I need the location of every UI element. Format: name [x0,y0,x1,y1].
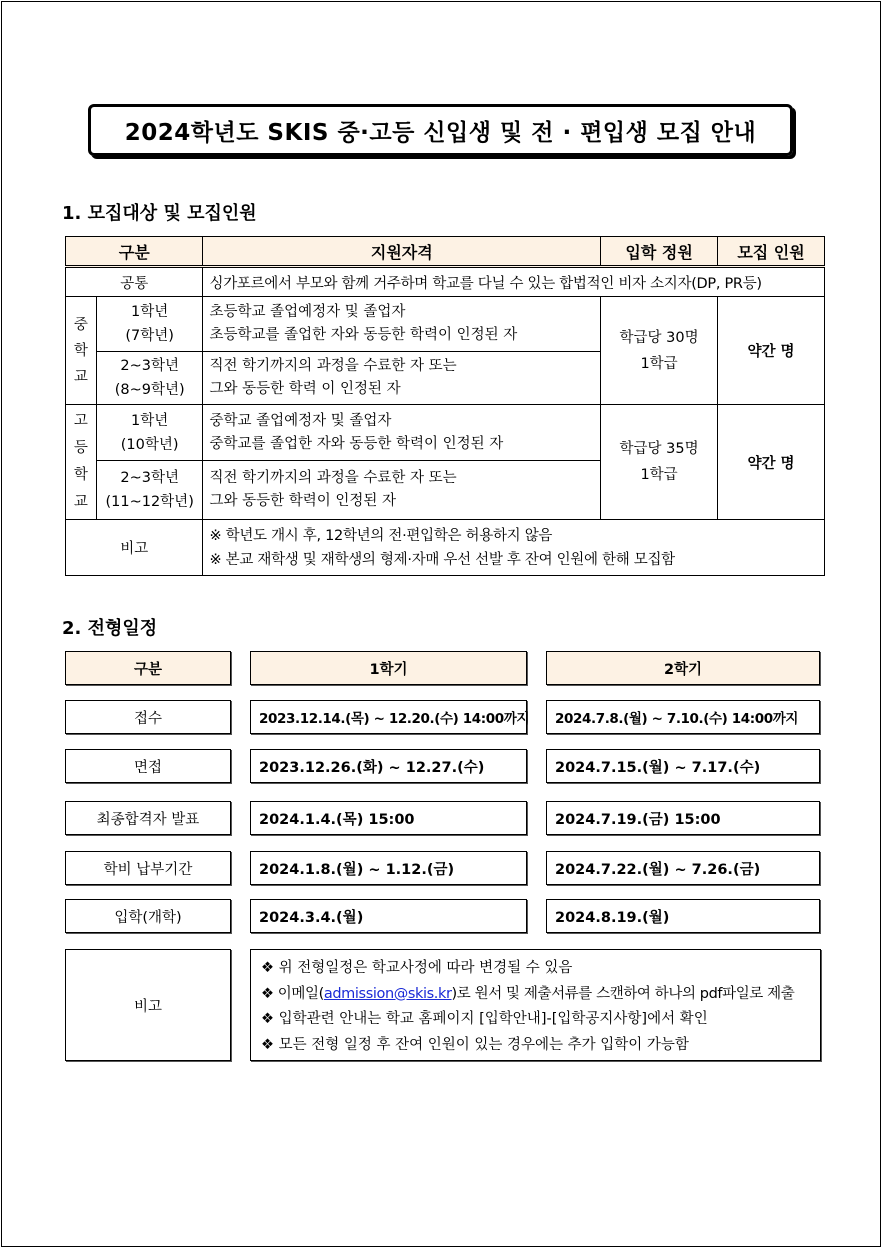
high-school-label [66,405,97,520]
middle-quota [601,297,718,405]
grade-line: (8~9학년) [114,382,185,398]
table-header-row [66,237,825,267]
note-line-2 [261,982,820,1008]
middle-school-label [66,297,97,405]
quota-line: 학급당 30명 [619,329,699,346]
schedule-header-sem1: 1학기 [250,651,527,685]
note-email-prefix: ❖ 이메일( [261,985,324,1002]
schedule-sem1-tuition: 2024.1.8.(월) ~ 1.12.(금) [250,851,527,885]
grade-line: 2~3학년 [120,470,179,486]
header-category: 구분 [66,237,203,267]
req-line: 초등학교를 졸업한 자와 동등한 학력이 인정된 자 [209,327,518,343]
label-char: 교 [73,368,88,385]
label-char: 등 [73,440,88,456]
schedule-sem2-admission: 2024.8.19.(월) [546,899,820,933]
quota-line: 1학급 [640,355,678,372]
note-line-4: ❖ 모든 전형 일정 후 잔여 인원이 있는 경우에는 추가 입학이 가능함 [261,1036,689,1053]
remark-line: ※ 본교 재학생 및 재학생의 형제·자매 우선 선발 후 잔여 인원에 한해 모집함 [209,551,675,568]
label-char: 학 [73,467,88,483]
schedule-sem1-application: 2023.12.14.(목) ~ 12.20.(수) 14:00까지 [250,700,527,734]
req-line: 직전 학기까지의 과정을 수료한 자 또는 [209,470,457,486]
grade-line: (7학년) [125,328,174,344]
req-line: 중학교 졸업예정자 및 졸업자 [209,412,392,429]
remark-line: ※ 학년도 개시 후, 12학년의 전·편입학은 허용하지 않음 [209,527,553,544]
schedule-sem2-tuition: 2024.7.22.(월) ~ 7.26.(금) [546,851,820,885]
high-grade23-label [96,461,203,520]
section2-heading: 2. 전형일정 [62,618,158,639]
page-title-text: 2024학년도 SKIS 중·고등 신입생 및 전 · 편입생 모집 안내 [124,119,757,146]
schedule-label-application: 접수 [65,700,231,734]
req-line: 중학교를 졸업한 자와 동등한 학력이 인정된 자 [209,435,504,452]
header-recruit: 모집 인원 [718,237,825,267]
common-text: 싱가포르에서 부모와 함께 거주하며 학교를 다닐 수 있는 합법적인 비자 소지자(DP, PR등) [203,267,825,297]
section1-heading: 1. 모집대상 및 모집인원 [62,203,257,224]
schedule-remark-notes [250,949,821,1061]
schedule-header-sem2: 2학기 [546,651,820,685]
grade-line: 1학년 [131,412,169,429]
schedule-label-interview: 면접 [65,749,231,783]
label-char: 학 [73,342,88,359]
schedule-sem2-interview: 2024.7.15.(월) ~ 7.17.(수) [546,749,820,783]
common-row [66,267,825,297]
recruitment-table [65,236,825,576]
middle-grade23-label [96,352,203,405]
middle-grade23-req [203,352,601,405]
req-line: 그와 동등한 학력 이 인정된 자 [209,381,401,397]
req-line: 그와 동등한 학력이 인정된 자 [209,493,397,509]
schedule-sem1-interview: 2023.12.26.(화) ~ 12.27.(수) [250,749,527,783]
high-quota [601,405,718,520]
req-line: 직전 학기까지의 과정을 수료한 자 또는 [209,358,457,374]
note-email-suffix: )로 원서 및 제출서류를 스캔하여 하나의 pdf파일로 제출 [451,985,795,1002]
remark-label: 비고 [66,520,203,576]
high-grade1-req [203,405,601,461]
req-line: 초등학교 졸업예정자 및 졸업자 [209,304,406,320]
page-title [88,104,793,156]
grade-line: (10학년) [120,436,179,453]
schedule-sem1-result: 2024.1.4.(목) 15:00 [250,801,527,835]
middle-grade1-row [66,297,825,352]
schedule-header-category: 구분 [65,651,231,685]
grade-line: (11~12학년) [105,494,194,510]
note-line-1: ❖ 위 전형일정은 학교사정에 따라 변경될 수 있음 [261,960,573,976]
email-link[interactable]: admission@skis.kr [323,985,452,1002]
middle-grade1-req [203,297,601,352]
grade-line: 1학년 [131,304,169,320]
grade-line: 2~3학년 [120,358,179,374]
quota-line: 학급당 35명 [619,441,699,457]
note-line-3: ❖ 입학관련 안내는 학교 홈페이지 [입학안내]-[입학공지사항]에서 확인 [261,1011,708,1027]
label-char: 중 [73,316,88,333]
high-grade23-req [203,461,601,520]
schedule-label-result: 최종합격자 발표 [65,801,231,835]
schedule-remark-label: 비고 [65,949,231,1061]
remark-text [203,520,825,576]
label-char: 고 [73,413,88,429]
remark-row [66,520,825,576]
high-recruit: 약간 명 [718,405,825,520]
schedule-label-admission: 입학(개학) [65,899,231,933]
label-char: 교 [73,494,88,510]
high-grade1-row [66,405,825,461]
quota-line: 1학급 [640,467,678,483]
schedule-sem2-result: 2024.7.19.(금) 15:00 [546,801,820,835]
header-quota: 입학 정원 [601,237,718,267]
middle-recruit: 약간 명 [718,297,825,405]
common-label: 공통 [66,267,203,297]
schedule-label-tuition: 학비 납부기간 [65,851,231,885]
schedule-sem2-application: 2024.7.8.(월) ~ 7.10.(수) 14:00까지 [546,700,820,734]
high-grade1-label [96,405,203,461]
middle-grade1-label [96,297,203,352]
schedule-sem1-admission: 2024.3.4.(월) [250,899,527,933]
header-qualification: 지원자격 [203,237,601,267]
